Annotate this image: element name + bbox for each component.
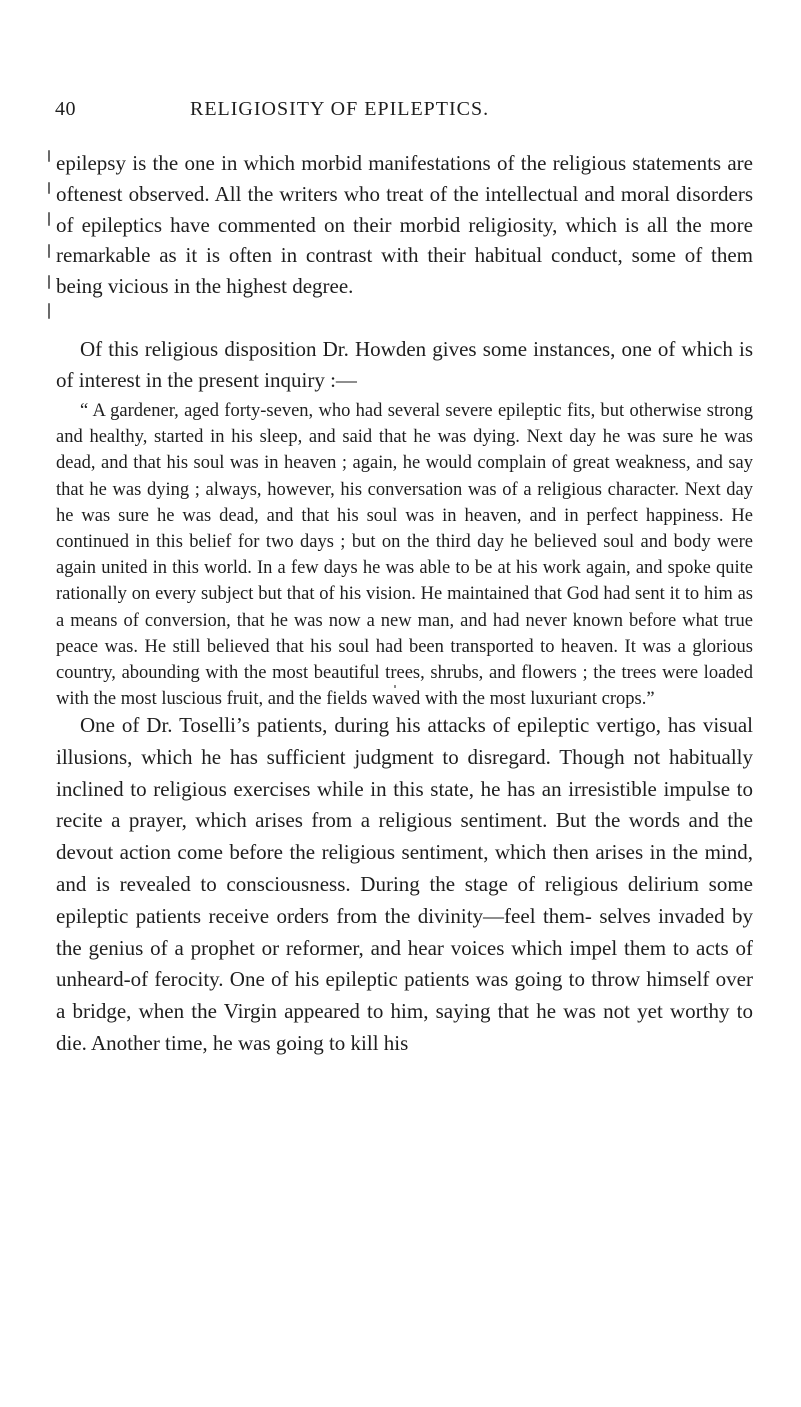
page-number: 40 bbox=[55, 98, 76, 120]
paragraph-epilepsy-religiosity: epilepsy is the one in which morbid manifestations of the religious statements are oftenest observed. All the writers who treat of the intellectual and moral disorders of epileptics have commented on their morbid religiosity, which is all the more remarkable as it is often in contrast with their habitual conduct, some of them being vicious in the highest degree. bbox=[56, 151, 753, 299]
quote-gardener-case: “ A gardener, aged forty-seven, who had several severe epileptic fits, but otherwise strong and healthy, started in his sleep, and said that he was dying. Next day he was sure he was dead, and that his soul was in heaven ; again, he would complain of great weakness, and say that he was dying ; always, however, his conversation was of a religious character. Next day he was sure he was dead, and that his soul was in heaven, and in perfect happiness. He continued in this belief for two days ; but on the third day he believed soul and body were again united in this world. In a few days he was able to be at his work again, and spoke quite rationally on every subject but that of his vision. He maintained that God had sent it to him as a means of conversion, that he was now a new man, and had never known before what true peace was. He still believed that his soul had been transported to heaven. It was a glorious country, abounding with the most beautiful trees, shrubs, and flowers ; the trees were loaded with the most luscious fruit, and the fields waved with the most luxuriant crops.” bbox=[56, 401, 753, 710]
binding-edge-mark bbox=[48, 150, 50, 162]
paragraph-toselli-patients: One of Dr. Toselli’s patients, during his attacks of epileptic vertigo, has visual illusions, which he has sufficient judgment to disregard. Though not habitually inclined to religious exercises while in this state, he has an irresistible impulse to recite a prayer, which arises from a religious sentiment. But the words and the devout action come before the religious sentiment, which then arises in the mind, and is revealed to consciousness. During the stage of religious delirium some epileptic patients receive orders from the divinity—feel them- selves invaded by the genius of a prophet or reformer, and hear voices which impel them to acts of unheard-of ferocity. One of his epileptic patients was going to throw himself over a bridge, when the Virgin appeared to him, saying that he was not yet worthy to die. Another time, he was going to kill his bbox=[56, 713, 753, 1055]
running-head bbox=[55, 98, 755, 128]
binding-edge-mark bbox=[48, 182, 50, 194]
binding-edge-mark bbox=[48, 275, 50, 289]
print-speck bbox=[394, 685, 396, 688]
paragraph-howden-intro: Of this religious disposition Dr. Howden gives some instances, one of which is of interest in the present inquiry :— bbox=[56, 337, 753, 392]
binding-edge-mark bbox=[48, 244, 50, 258]
binding-edge-mark bbox=[48, 212, 50, 226]
running-title: RELIGIOSITY OF EPILEPTICS. bbox=[190, 98, 490, 120]
binding-edge-mark bbox=[48, 303, 50, 319]
